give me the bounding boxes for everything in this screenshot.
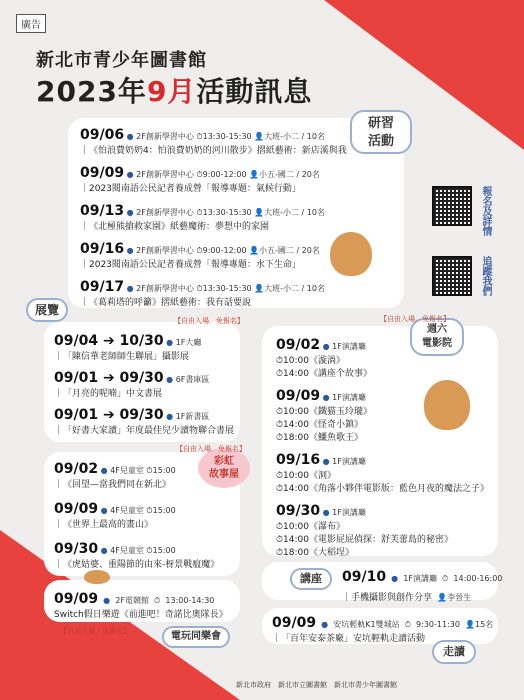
movie-title: 14:00《角落小夥伴電影版：藍色月夜的魔法之子》 [283,484,489,494]
study-event [80,124,380,156]
exhibit-list [54,330,238,441]
story-event [54,538,234,570]
event-header [54,330,238,349]
event-header [80,162,380,181]
event-date: 09/13 [80,203,125,219]
event-header [54,404,238,423]
movie-showing [276,545,492,558]
movie-showing [276,366,492,379]
event-desc: ｜《世界上最高的畫山》 [54,520,154,530]
movie-event [276,334,492,379]
esports-section-label: 電玩同樂會 [162,626,230,648]
movie-title: 10:00《漩渦》 [283,356,345,366]
exhibit-section-label: 展覽 [26,298,68,322]
event-location: 1F演講廳 [332,508,366,517]
movie-event [276,500,492,558]
event-header [276,500,492,519]
clock-icon: ⏱ [276,369,284,379]
rainbow-section-label: 彩虹 故事屋 [198,448,250,488]
event-desc: Switch假日樂遊《前進吧！奇諾比奧隊長》 [54,610,228,620]
event-time: 15:00 [152,506,176,515]
event-date: 09/10 [342,569,387,585]
page-subtitle: 新北市青少年圖書館 [36,50,207,71]
event-time: 9:30-11:30 [416,620,460,629]
footer-logos: 新北市政府 新北市立圖書館 新北市青少年圖書館 [236,681,397,689]
event-quota: 15名 [475,620,494,629]
movie-showing [276,532,492,545]
movie-showing [276,519,492,532]
event-meta: 2F創新學習中心 ⏱13:30-15:30 👤大班-小二 / 10名 [136,284,325,293]
movie-title: 18:00《大稻埕》 [283,548,354,558]
event-location: 1F演講廳 [332,457,366,466]
event-location: 1F演講廳 [332,342,366,351]
event-date: 09/09 [54,501,99,517]
event-location: 安坑輕軌K1雙城站 [333,620,400,629]
event-desc: ｜《怕浪費奶奶4：怕浪費奶奶的河川散步》摺紙藝術：新店溪與我 [80,146,347,156]
clock-icon: ⏱ [143,546,153,555]
exhibit-event [54,404,238,436]
event-header [54,458,234,477]
signup-qr-code[interactable] [432,186,472,226]
event-time: 14:00-16:00 [453,574,503,583]
free-entry-tag: 【自由入場．免報名】 [176,445,246,453]
study-event [80,276,380,308]
event-desc: ｜手機攝影與創作分享 [342,593,433,603]
event-location: 1F新書區 [175,412,210,421]
event-date: 09/30 [276,503,321,519]
clock-icon: ⏱ [404,620,411,629]
movie-title: 14:00《電影屁屁偵探：舒芙蕾島的秘密》 [283,535,453,545]
clock-icon: ⏱ [276,471,284,481]
page-title [36,70,312,110]
event-date: 09/09 [272,615,317,631]
event-location: 4F兒童室 [110,546,144,555]
movie-title: 14:00《怪奇小鎮》 [283,420,363,430]
event-header [54,498,234,517]
clock-icon: ⏱ [143,506,153,515]
location-icon: ● [163,338,176,347]
location-icon: ● [391,574,399,583]
location-icon: ● [124,246,137,255]
event-date: 09/01 ➔ 09/30 [54,407,164,423]
movie-showing [276,481,492,494]
location-icon: ● [320,457,333,466]
movie-title: 10:00《洞》 [283,471,336,481]
clock-icon: ⏱ [276,548,284,558]
clock-icon: ⏱ [143,466,153,475]
walk-section-label: 走讀 [432,640,476,664]
rainbow-list [54,458,234,578]
lecture-section-label: 講座 [290,568,332,590]
study-event [80,200,380,232]
event-header [80,200,380,219]
location-icon: ● [320,393,333,402]
person-icon: 👤 [437,593,448,602]
event-header [80,124,380,143]
event-date: 09/02 [54,461,99,477]
event-desc: ｜「陳信華老師師生聯展」攝影展 [54,352,190,362]
location-icon: ● [124,170,137,179]
lecture-event [342,566,502,604]
event-desc: ｜「百年安泰茶廠」安坑輕軌走讀活動 [272,634,426,644]
title-text: 活動訊息 [196,75,313,108]
event-date: 09/17 [80,279,125,295]
location-icon: ● [124,284,137,293]
event-header [80,276,380,295]
shiba-dog-illustration [330,232,372,276]
free-entry-tag: 【自由入場．免報名】 [380,315,450,323]
event-time: 15:00 [152,466,176,475]
movie-event [276,449,492,494]
event-header [54,538,234,557]
clock-icon: ⏱ [276,407,284,417]
movie-list [276,334,492,564]
event-desc: ｜《葛莉塔的呼籲》摺紙藝術：我有話要說 [80,298,252,308]
shiba-dog-director-illustration [424,380,470,430]
study-section-label: 研習 活動 [350,110,412,154]
free-entry-tag: 【自由入場．免報名】 [60,627,130,635]
location-icon: ● [124,208,137,217]
location-icon: ● [103,596,111,605]
event-date: 09/09 [276,388,321,404]
story-event [54,458,234,490]
exhibit-event [54,367,238,399]
location-icon: ● [320,508,333,517]
event-date: 09/02 [276,337,321,353]
clock-icon: ⏱ [154,596,161,605]
event-meta: 2F創新學習中心 ⏱9:00-12:00 👤小五-國二 / 20名 [136,246,320,255]
movie-showing [276,468,492,481]
event-desc: ｜2023閱南語公民記者養成營「報導專題：水下生命」 [80,260,301,270]
event-date: 09/04 ➔ 10/30 [54,333,164,349]
event-date: 09/01 ➔ 09/30 [54,370,164,386]
event-location: 4F兒童室 [110,506,144,515]
event-header [276,449,492,468]
location-icon: ● [98,546,111,555]
location-icon: ● [320,342,333,351]
event-location: 6F書庫區 [175,375,210,384]
event-location: 1F大廳 [175,338,202,347]
free-entry-tag: 【自由入場．免報名】 [174,317,244,325]
follow-label: 追蹤我們 [480,256,491,296]
movie-section-label: 週六 電影院 [410,318,464,356]
movie-title: 10:00《鐵猫玉玲瓏》 [283,407,372,417]
event-date: 09/09 [54,591,99,607]
signup-label: 報名及詳情 [480,186,491,236]
event-location: 2F電競館 [115,596,149,605]
location-icon: ● [124,132,137,141]
event-location: 1F演講廳 [332,393,366,402]
event-meta: 2F創新學習中心 ⏱13:30-15:30 👤大班-小二 / 10名 [136,208,325,217]
title-year: 2023年 [36,75,147,108]
event-header [54,367,238,386]
location-icon: ● [163,412,176,421]
event-date: 09/16 [80,241,125,257]
clock-icon: ⏱ [442,574,449,583]
event-date: 09/06 [80,127,125,143]
clock-icon: ⏱ [276,535,284,545]
event-header [276,334,492,353]
event-meta: 2F創新學習中心 ⏱13:30-15:30 👤大班-小二 / 10名 [136,132,325,141]
clock-icon: ⏱ [276,484,284,494]
event-date: 09/09 [80,165,125,181]
event-desc: ｜《虎姑婆、重陽節的由來-枒景戰瘟魔》 [54,560,220,570]
speaker-name: 李晉生 [447,593,472,602]
story-event [54,498,234,530]
movie-showing [276,353,492,366]
clock-icon: ⏱ [276,420,284,430]
clock-icon: ⏱ [276,522,284,532]
clock-icon: ⏱ [276,356,284,366]
event-location: 1F演講廳 [403,574,437,583]
event-desc: ｜2023閱南語公民記者養成營「報導專題：氣候行動」 [80,184,301,194]
event-meta: 2F創新學習中心 ⏱9:00-12:00 👤小五-國二 / 20名 [136,170,320,179]
event-desc: ｜《北極熊搶救家園》紙藝魔術：夢想中的家園 [80,222,270,232]
clock-icon: ⏱ [276,433,284,443]
exhibit-event [54,330,238,362]
shiba-dog-peek-illustration [84,570,110,584]
movie-title: 14:00《講座个故事》 [283,369,372,379]
esports-event [54,588,228,620]
event-date: 09/16 [276,452,321,468]
location-icon: ● [321,620,329,629]
event-desc: ｜「月亮的呢喃」中文書展 [54,389,163,399]
event-time: 13:00-14:30 [165,596,215,605]
location-icon: ● [98,466,111,475]
title-month: 9月 [146,75,197,108]
person-icon: 👤 [465,620,475,629]
movie-title: 18:00《鱷魚歌王》 [283,433,363,443]
study-event [80,162,380,194]
location-icon: ● [163,375,176,384]
event-desc: ｜《回望—當我們同在新北》 [54,480,172,490]
event-time: 15:00 [152,546,176,555]
ad-tag: 廣告 [16,14,46,33]
event-desc: ｜「好書大家讀」年度最佳兒少讀物聯合書展 [54,426,235,436]
event-location: 4F兒童室 [110,466,144,475]
event-date: 09/30 [54,541,99,557]
follow-qr-code[interactable] [432,256,472,296]
movie-title: 10:00《瀑布》 [283,522,345,532]
location-icon: ● [98,506,111,515]
study-list [80,124,380,314]
movie-showing [276,430,492,443]
